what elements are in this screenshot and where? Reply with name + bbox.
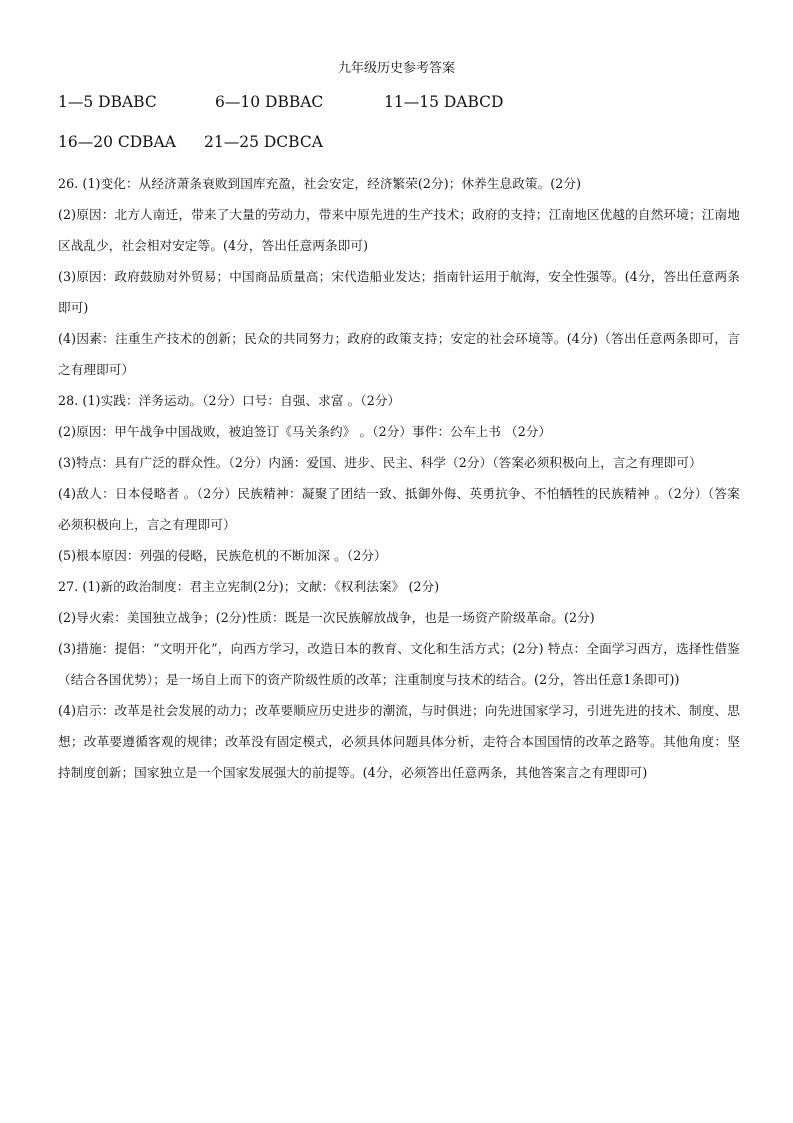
- mc-answer-group: 6—10 DBBAC: [215, 93, 324, 111]
- answer-27-1: 27. (1)新的政治制度：君主立宪制(2分)；文献：《权利法案》 (2分): [58, 579, 440, 594]
- mc-answer-group: 11—15 DABCD: [384, 93, 504, 111]
- page-title: 九年级历史参考答案: [337, 61, 455, 76]
- answer-26-4: (4)因素：注重生产技术的创新；民众的共同努力；政府的政策支持；安定的社会环境等。(4分)（答出任意两条即可，言之有理即可）: [58, 331, 740, 377]
- answer-27-3: (3)措施：提倡：“文明开化”，向西方学习，改造日本的教育、文化和生活方式；(2分) 特点：全面学习西方，选择性借鉴（结合各国优势）；是一场自上而下的资产阶级性质的改革；注重制度与技术的结合。(2分，答出任意1条即可)): [58, 641, 740, 687]
- answer-28-4: (4)敌人：日本侵略者 。（2分）民族精神：凝聚了团结一致、抵御外侮、英勇抗争、不怕牺牲的民族精神 。（2分）（答案必须积极向上，言之有理即可）: [58, 486, 740, 532]
- answer-list: [58, 168, 740, 788]
- answer-27-4: (4)启示：改革是社会发展的动力；改革要顺应历史进步的潮流，与时俱进；向先进国家学习，引进先进的技术、制度、思想；改革要遵循客观的规律；改革没有固定模式，必须具体问题具体分析，走符合本国国情的改革之路等。其他角度：坚持制度创新；国家独立是一个国家发展强大的前提等。(4分，必须答出任意两条，其他答案言之有理即可): [58, 703, 740, 780]
- answer-28-3: (3)特点：具有广泛的群众性。（2分）内涵：爱国、进步、民主、科学（2分）（答案必须积极向上，言之有理即可）: [58, 455, 702, 470]
- answer-28-1: 28. (1)实践：洋务运动。（2分）口号：自强、求富 。（2分）: [58, 393, 401, 408]
- mc-answer-group: 21—25 DCBCA: [204, 133, 323, 151]
- answer-28-5: (5)根本原因：列强的侵略，民族危机的不断加深 。（2分）: [58, 548, 387, 563]
- answer-26-2: (2)原因：北方人南迁，带来了大量的劳动力，带来中原先进的生产技术；政府的支持；江南地区优越的自然环境；江南地区战乱少，社会相对安定等。(4分，答出任意两条即可): [58, 207, 740, 253]
- mc-answer-group: 1—5 DBABC: [58, 93, 157, 111]
- mc-answer-group: 16—20 CDBAA: [58, 133, 176, 151]
- answer-26-1: 26. (1)变化：从经济萧条衰败到国库充盈，社会安定，经济繁荣(2分)；休养生息政策。(2分): [58, 176, 582, 191]
- answer-27-2: (2)导火索：美国独立战争；(2分)性质：既是一次民族解放战争，也是一场资产阶级革命。(2分): [58, 610, 595, 625]
- answer-28-2: (2)原因：甲午战争中国战败，被迫签订《马关条约》 。（2分）事件：公车上书 （2分）: [58, 424, 552, 439]
- answer-26-3: (3)原因：政府鼓励对外贸易；中国商品质量高；宋代造船业发达；指南针运用于航海，安全性强等。(4分，答出任意两条即可): [58, 269, 740, 315]
